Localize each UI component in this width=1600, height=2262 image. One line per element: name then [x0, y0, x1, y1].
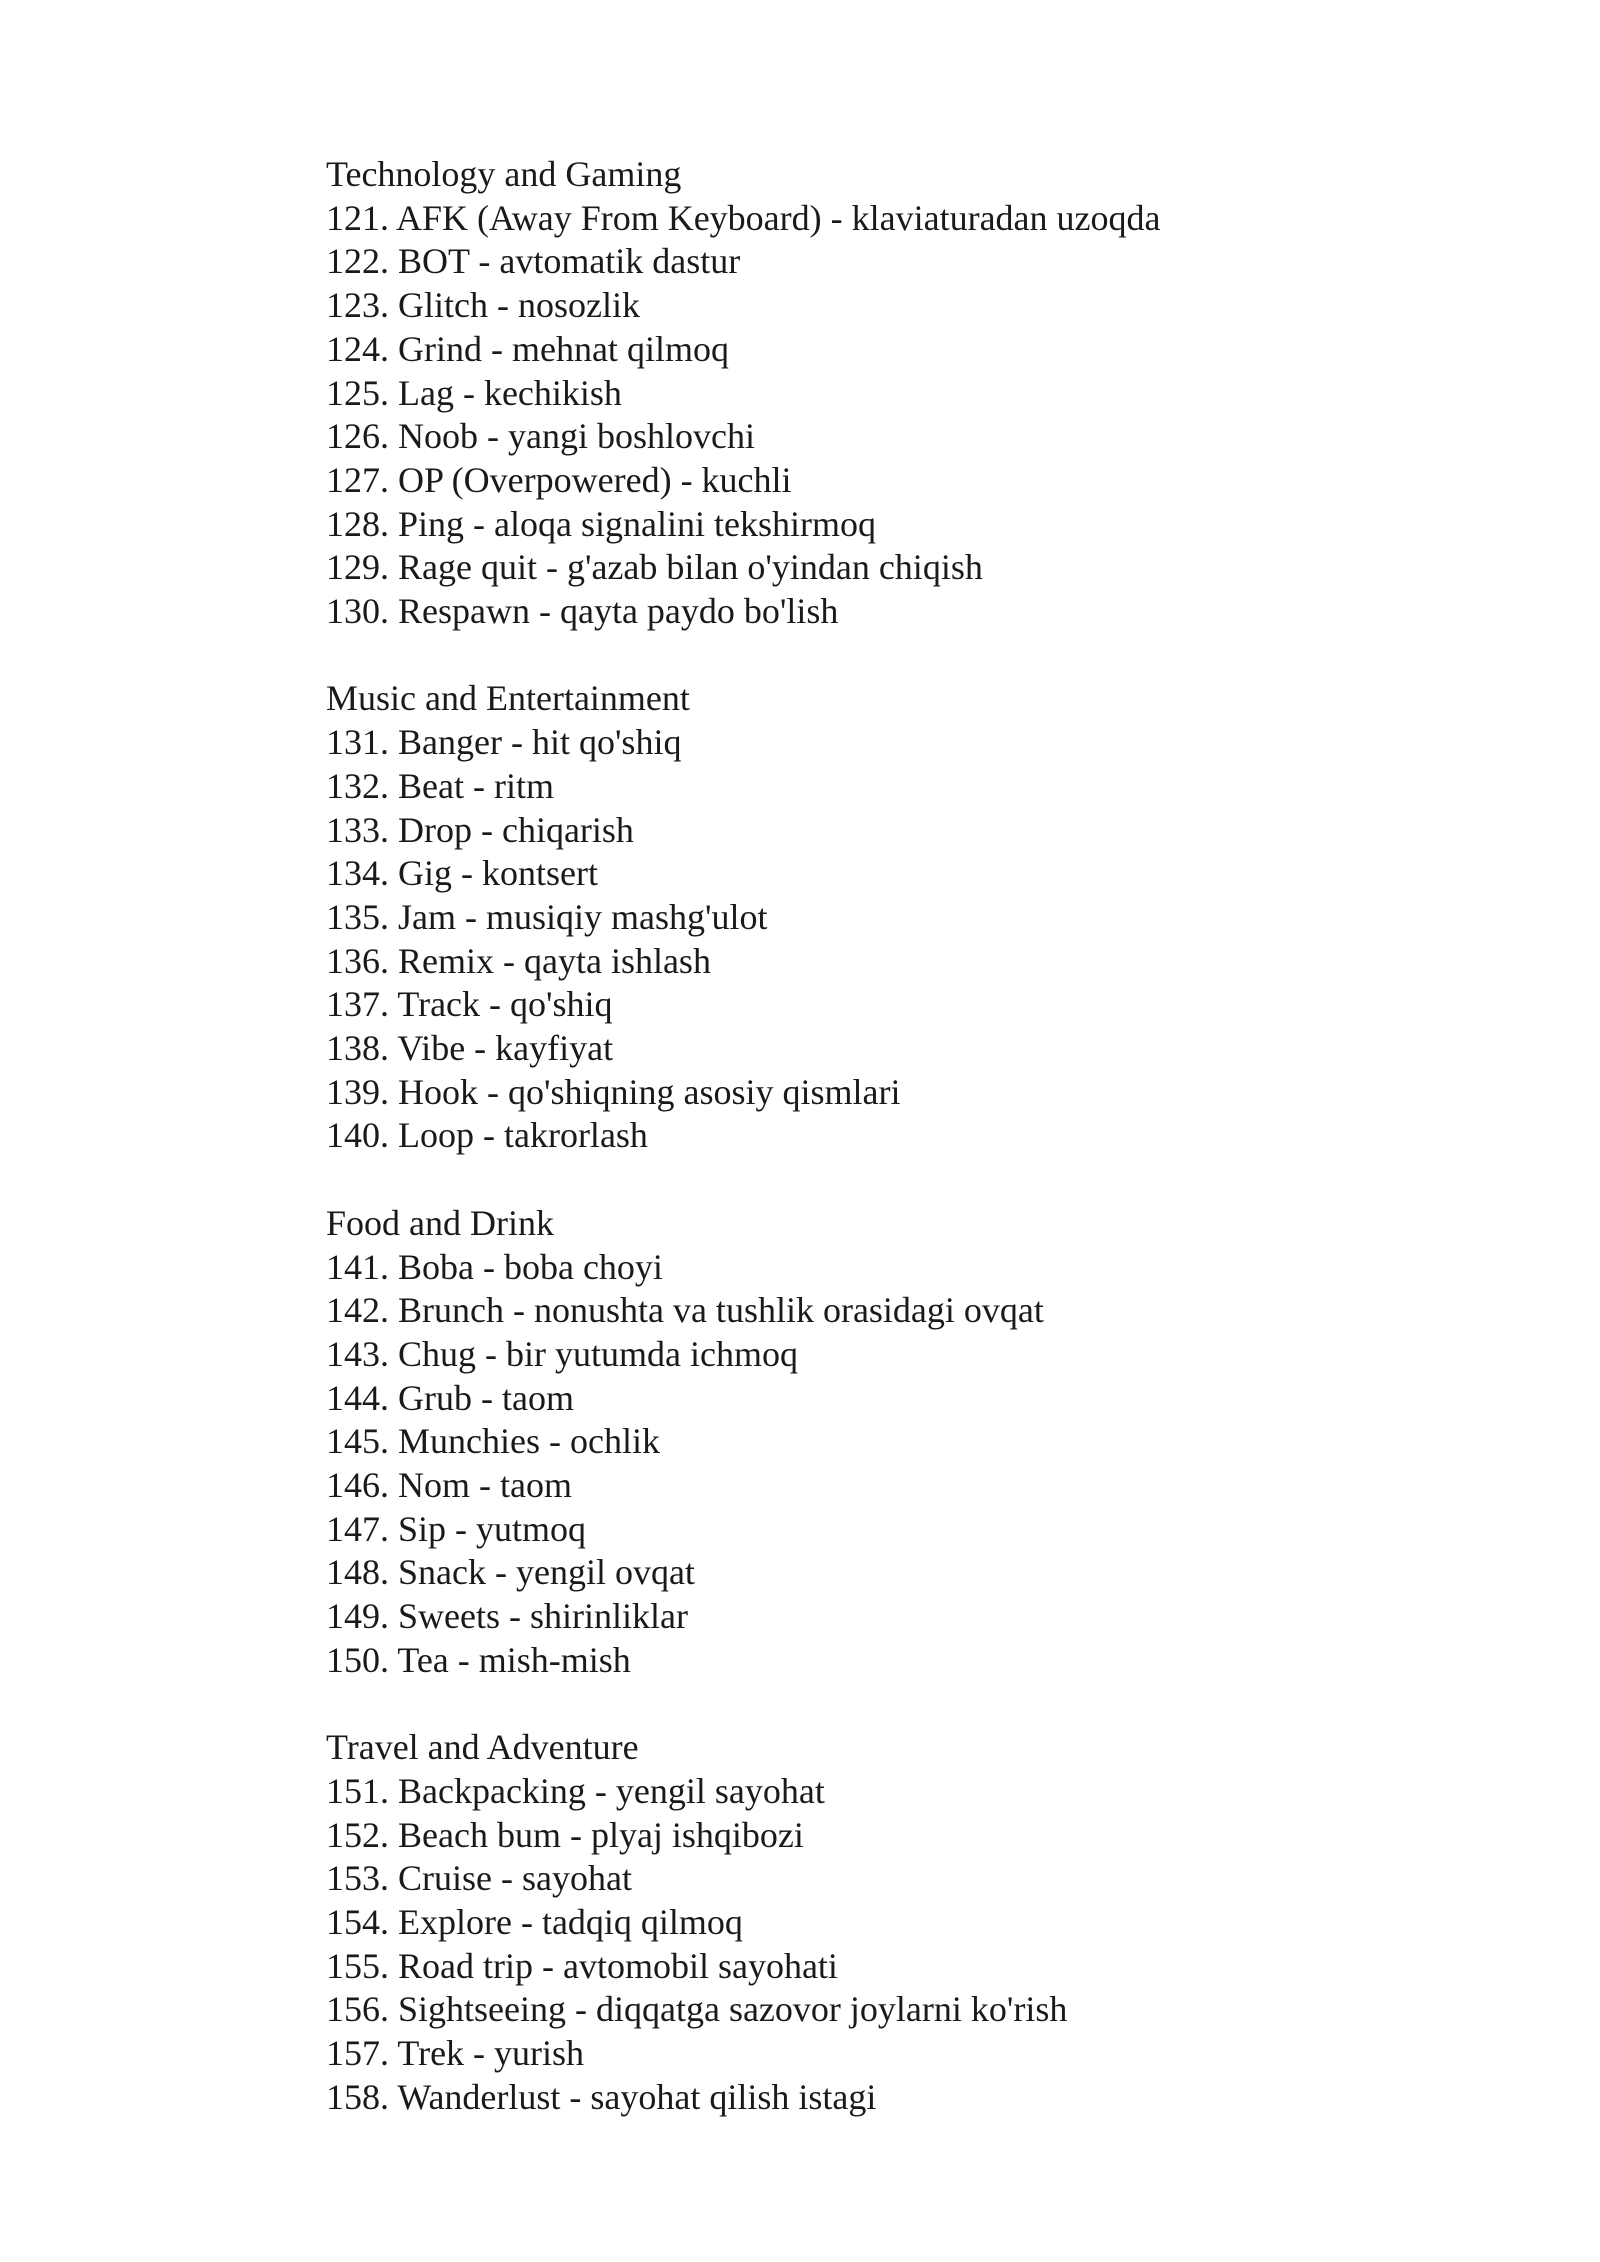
- list-item: 150. Tea - mish-mish: [326, 1639, 631, 1680]
- list-item: 127. OP (Overpowered) - kuchli: [326, 459, 792, 500]
- section-heading: Technology and Gaming: [326, 154, 682, 194]
- list-item: 149. Sweets - shirinliklar: [326, 1596, 688, 1637]
- list-item: 147. Sip - yutmoq: [326, 1508, 587, 1549]
- list-item: 131. Banger - hit qo'shiq: [326, 722, 682, 763]
- list-item: 132. Beat - ritm: [326, 765, 554, 806]
- section-heading: Travel and Adventure: [326, 1727, 639, 1768]
- list-item: 121. AFK (Away From Keyboard) - klaviaturadan uzoqda: [326, 197, 1161, 238]
- section-heading: Food and Drink: [326, 1202, 554, 1243]
- list-item: 143. Chug - bir yutumda ichmoq: [326, 1333, 798, 1374]
- list-item: 139. Hook - qo'shiqning asosiy qismlari: [326, 1071, 901, 1112]
- list-item: 142. Brunch - nonushta va tushlik orasidagi ovqat: [326, 1290, 1044, 1331]
- list-item: 138. Vibe - kayfiyat: [326, 1028, 614, 1069]
- list-item: 137. Track - qo'shiq: [326, 984, 613, 1025]
- list-item: 124. Grind - mehnat qilmoq: [326, 328, 729, 369]
- list-item: 134. Gig - kontsert: [326, 853, 598, 894]
- list-item: 140. Loop - takrorlash: [326, 1115, 648, 1156]
- list-item: 141. Boba - boba choyi: [326, 1246, 663, 1287]
- section-food-and-drink: [326, 1202, 1526, 1683]
- list-item: 135. Jam - musiqiy mashg'ulot: [326, 896, 768, 937]
- list-item: 123. Glitch - nosozlik: [326, 285, 640, 326]
- list-item: 145. Munchies - ochlik: [326, 1421, 660, 1462]
- list-item: 128. Ping - aloqa signalini tekshirmoq: [326, 503, 876, 544]
- list-item: 155. Road trip - avtomobil sayohati: [326, 1945, 838, 1986]
- section-heading: Music and Entertainment: [326, 678, 690, 719]
- list-item: 152. Beach bum - plyaj ishqibozi: [326, 1814, 804, 1855]
- list-item: 129. Rage quit - g'azab bilan o'yindan chiqish: [326, 547, 983, 588]
- list-item: 151. Backpacking - yengil sayohat: [326, 1770, 825, 1811]
- list-item: 156. Sightseeing - diqqatga sazovor joylarni ko'rish: [326, 1989, 1068, 2030]
- section-music-and-entertainment: [326, 677, 1526, 1158]
- list-item: 133. Drop - chiqarish: [326, 809, 634, 850]
- list-item: 154. Explore - tadqiq qilmoq: [326, 1902, 743, 1943]
- document-body: [326, 153, 1526, 2120]
- list-item: 144. Grub - taom: [326, 1377, 574, 1418]
- list-item: 153. Cruise - sayohat: [326, 1858, 632, 1899]
- section-travel-and-adventure: [326, 1726, 1526, 2119]
- list-item: 136. Remix - qayta ishlash: [326, 940, 711, 981]
- section-technology-and-gaming: [326, 153, 1526, 634]
- list-item: 122. BOT - avtomatik dastur: [326, 241, 741, 282]
- list-item: 157. Trek - yurish: [326, 2033, 585, 2074]
- list-item: 158. Wanderlust - sayohat qilish istagi: [326, 2076, 877, 2117]
- list-item: 146. Nom - taom: [326, 1465, 572, 1506]
- list-item: 126. Noob - yangi boshlovchi: [326, 416, 755, 457]
- list-item: 148. Snack - yengil ovqat: [326, 1552, 695, 1593]
- list-item: 125. Lag - kechikish: [326, 372, 622, 413]
- list-item: 130. Respawn - qayta paydo bo'lish: [326, 591, 839, 632]
